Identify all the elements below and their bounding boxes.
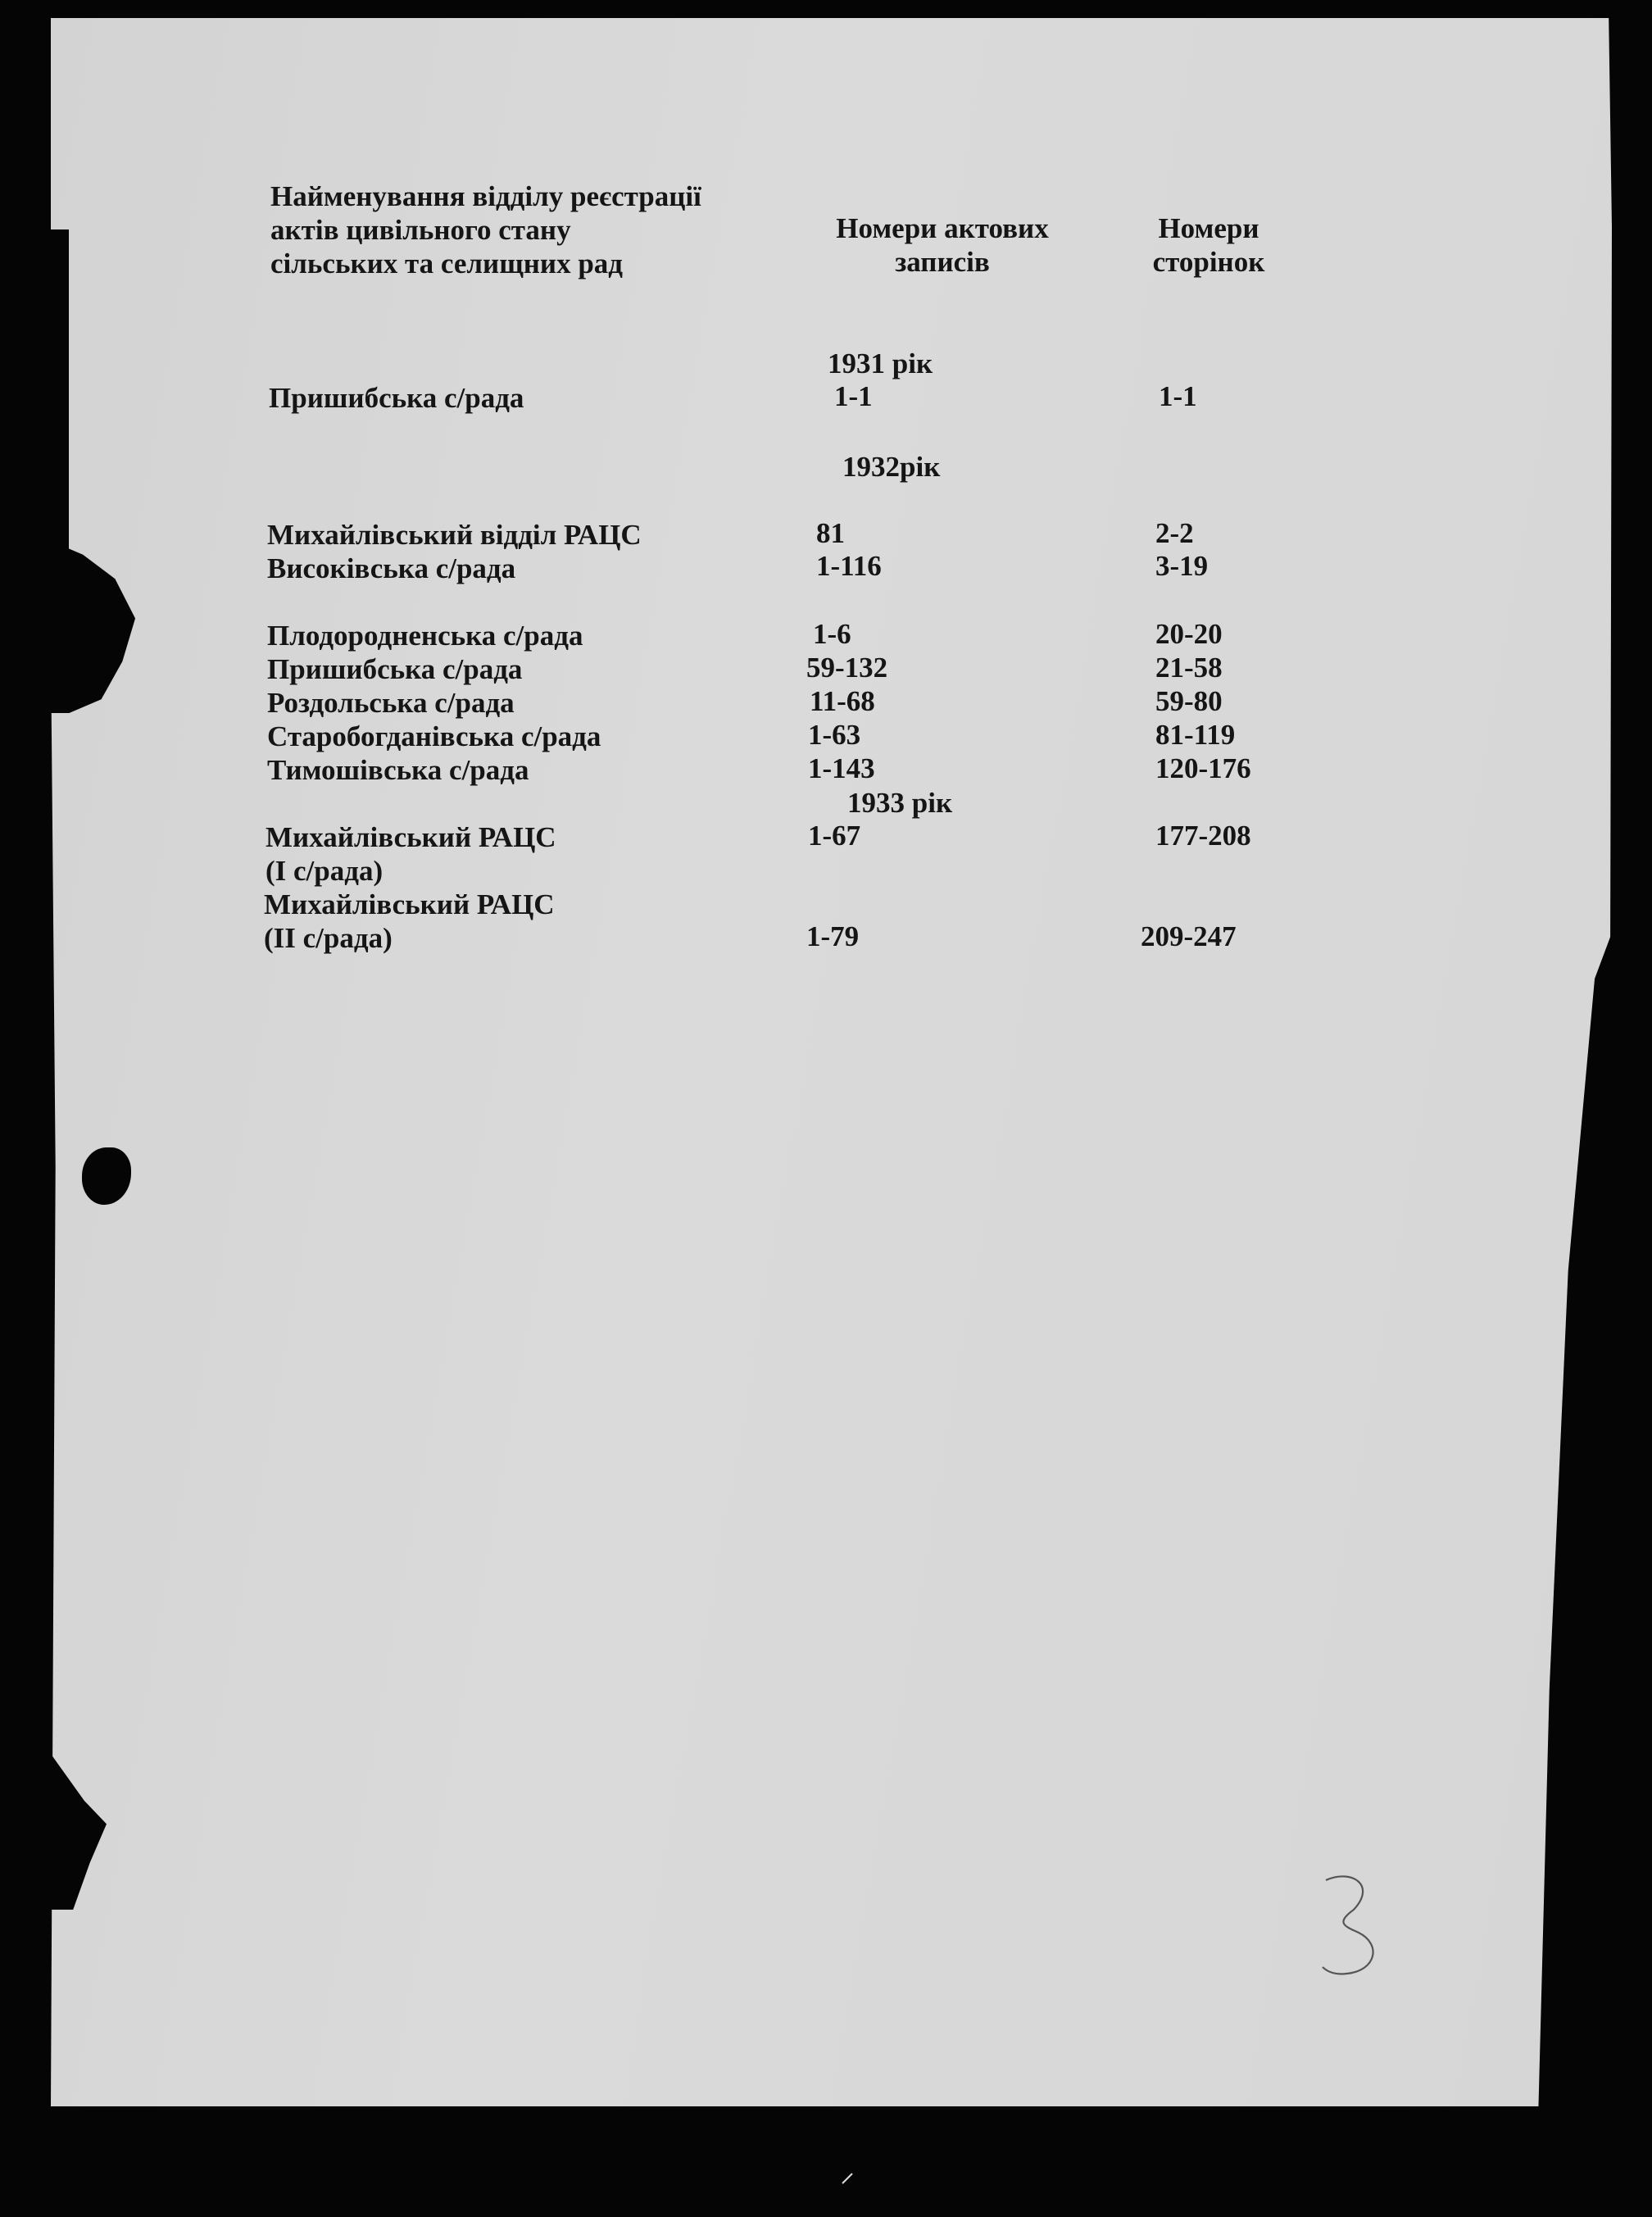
row-pages: 2-2	[1155, 517, 1194, 549]
row-pages: 120-176	[1155, 752, 1251, 784]
row-pages: 209-247	[1141, 920, 1237, 952]
row-records: 1-79	[806, 920, 860, 952]
header-col3-line2: сторінок	[1152, 246, 1265, 278]
row-pages: 59-80	[1155, 685, 1223, 717]
row-records: 1-63	[808, 719, 861, 751]
row-records: 1-116	[816, 550, 882, 582]
row-pages: 1-1	[1159, 380, 1197, 412]
header-col2-line2: записів	[895, 246, 990, 278]
row-name: Тимошівська с/рада	[267, 754, 529, 786]
document-page	[51, 18, 1612, 2106]
header-col1-line2: актів цивільного стану	[270, 214, 571, 246]
row-pages: 81-119	[1155, 719, 1236, 751]
row-records: 81	[816, 517, 845, 549]
row-pages: 3-19	[1155, 550, 1209, 582]
row-name: Михайлівський РАЦС	[266, 821, 556, 853]
row-name: Михайлівський відділ РАЦС	[267, 519, 642, 551]
row-records: 1-1	[834, 380, 873, 412]
row-name-sub: (ІІ с/рада)	[264, 922, 393, 954]
row-records: 1-143	[808, 752, 875, 784]
row-name: Пришибська с/рада	[269, 382, 524, 414]
year-heading-1933: 1933 рік	[847, 787, 953, 819]
row-name: Михайлівський РАЦС	[264, 888, 555, 920]
row-pages: 20-20	[1155, 618, 1223, 650]
row-pages: 21-58	[1155, 652, 1223, 684]
header-col3-line1: Номери	[1158, 212, 1259, 244]
row-pages: 177-208	[1155, 820, 1251, 852]
row-records: 59-132	[806, 652, 888, 684]
header-col2-line1: Номери актових	[836, 212, 1049, 244]
stray-mark	[841, 2170, 857, 2187]
row-records: 1-6	[813, 618, 851, 650]
row-name: Плодородненська с/рада	[267, 620, 583, 652]
header-col1-line1: Найменування відділу реєстрації	[270, 180, 701, 212]
year-heading-1932: 1932рік	[842, 451, 941, 483]
header-col1-line3: сільських та селищних рад	[270, 248, 623, 279]
row-name: Високівська с/рада	[267, 552, 516, 584]
burned-edge	[51, 229, 69, 557]
year-heading-1931: 1931 рік	[828, 348, 933, 379]
row-records: 1-67	[808, 820, 861, 852]
handwritten-page-number	[1319, 1869, 1385, 1983]
row-name-sub: (І с/рада)	[266, 855, 384, 887]
row-records: 11-68	[810, 685, 875, 717]
row-name: Старобогданівська с/рада	[267, 720, 601, 752]
row-name: Роздольська с/рада	[267, 687, 515, 719]
row-name: Пришибська с/рада	[267, 653, 523, 685]
